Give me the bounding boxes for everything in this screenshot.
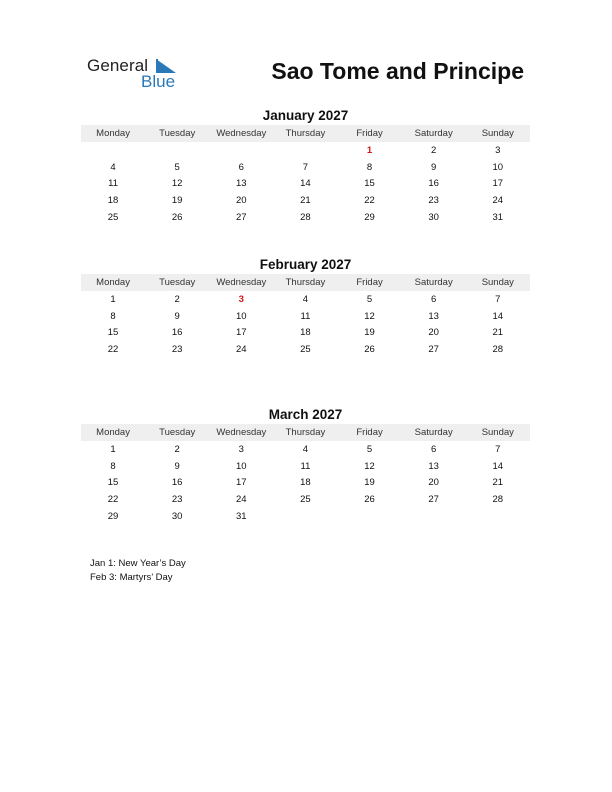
day-cell: 25 — [300, 494, 311, 506]
weekday-header: Friday — [356, 427, 383, 438]
day-cell: 13 — [428, 460, 439, 472]
brand-logo — [87, 56, 187, 92]
day-cell: 31 — [236, 511, 247, 523]
weekday-header: Wednesday — [216, 277, 267, 288]
weekday-header: Thursday — [285, 427, 326, 438]
day-cell: 14 — [492, 460, 504, 472]
week-row — [81, 209, 530, 226]
week-row — [81, 341, 530, 358]
day-cell: 19 — [364, 477, 375, 489]
day-cell: 12 — [171, 178, 183, 190]
day-cell: 2 — [174, 443, 180, 455]
weekday-header-row — [81, 274, 530, 291]
day-cell: 7 — [302, 161, 309, 173]
day-cell: 21 — [300, 195, 311, 207]
day-cell: 25 — [300, 344, 311, 356]
day-cell: 11 — [108, 178, 118, 190]
day-cell: 9 — [174, 460, 180, 472]
page-title: Sao Tome and Principe — [271, 58, 524, 84]
day-cell: 30 — [428, 212, 439, 224]
day-cell: 22 — [107, 344, 119, 356]
day-cell: 25 — [107, 212, 119, 224]
day-cell: 4 — [302, 293, 309, 305]
day-cell: 24 — [236, 344, 247, 356]
logo-flag-icon — [156, 59, 176, 73]
month-january — [81, 108, 530, 226]
weeks — [81, 291, 530, 358]
day-cell: 13 — [236, 178, 247, 190]
weekday-header-row — [81, 424, 530, 441]
day-cell: 18 — [107, 195, 119, 207]
weekday-header: Sunday — [481, 128, 514, 139]
day-cell: 26 — [171, 212, 183, 224]
day-cell: 28 — [492, 494, 504, 506]
day-cell: 6 — [238, 161, 244, 173]
day-cell: 10 — [492, 161, 504, 173]
weekday-header-row — [81, 125, 530, 142]
day-cell: 27 — [428, 494, 439, 506]
weekday-header: Tuesday — [159, 427, 196, 438]
week-row — [81, 159, 530, 176]
day-cell: 6 — [431, 443, 437, 455]
month-march — [81, 407, 530, 525]
day-cell: 20 — [236, 195, 247, 207]
day-cell: 8 — [110, 310, 116, 322]
logo-text-blue: Blue — [141, 72, 176, 91]
day-cell: 10 — [236, 460, 247, 472]
day-cell: 15 — [107, 327, 119, 339]
day-cell: 28 — [300, 212, 311, 224]
day-cell: 22 — [107, 494, 119, 506]
day-cell: 15 — [364, 178, 375, 190]
week-row — [81, 308, 530, 325]
month-title: January 2027 — [262, 108, 349, 123]
day-cell: 23 — [171, 494, 183, 506]
day-cell: 12 — [364, 460, 375, 472]
holiday-notes — [90, 557, 186, 585]
weekday-header: Monday — [96, 427, 130, 438]
weekday-header: Thursday — [285, 277, 326, 288]
day-cell: 4 — [110, 161, 116, 173]
day-cell: 24 — [492, 195, 504, 207]
day-cell: 18 — [300, 327, 311, 339]
day-cell: 23 — [171, 344, 183, 356]
week-row — [81, 458, 530, 475]
day-cell: 2 — [174, 293, 180, 305]
day-cell: 19 — [171, 195, 183, 207]
day-cell: 17 — [236, 477, 247, 489]
week-row — [81, 441, 530, 458]
day-cell: 29 — [107, 511, 119, 523]
day-cell: 16 — [171, 477, 183, 489]
day-cell: 5 — [366, 293, 373, 305]
weeks — [81, 441, 530, 525]
day-cell: 10 — [236, 310, 247, 322]
holiday-note: Jan 1: New Year’s Day — [90, 558, 186, 569]
weekday-header: Tuesday — [159, 277, 196, 288]
weekday-header: Monday — [96, 277, 130, 288]
day-cell: 19 — [364, 327, 375, 339]
day-cell: 1 — [110, 293, 116, 305]
day-cell: 8 — [366, 161, 373, 173]
week-row — [81, 192, 530, 209]
day-cell: 24 — [236, 494, 247, 506]
month-title: March 2027 — [268, 407, 343, 422]
day-cell: 9 — [174, 310, 180, 322]
week-row — [81, 491, 530, 508]
week-row — [81, 325, 530, 342]
day-cell: 7 — [495, 293, 501, 305]
day-cell: 18 — [300, 477, 311, 489]
weekday-header: Wednesday — [216, 128, 267, 139]
month-february — [81, 257, 530, 358]
weekday-header: Thursday — [285, 128, 326, 139]
day-cell: 22 — [364, 195, 375, 207]
day-cell: 31 — [492, 212, 504, 224]
day-cell: 30 — [171, 511, 183, 523]
weeks — [81, 142, 530, 226]
weekday-header: Friday — [356, 277, 383, 288]
day-cell: 20 — [428, 477, 439, 489]
holiday-day-cell: 3 — [238, 293, 244, 305]
day-cell: 20 — [428, 327, 439, 339]
day-cell: 6 — [431, 293, 437, 305]
day-cell: 5 — [174, 161, 180, 173]
day-cell: 17 — [236, 327, 247, 339]
day-cell: 26 — [364, 494, 375, 506]
day-cell: 3 — [495, 144, 501, 156]
weekday-header: Tuesday — [159, 128, 196, 139]
weekday-header: Sunday — [481, 427, 514, 438]
weekday-header: Saturday — [414, 128, 453, 139]
day-cell: 21 — [492, 477, 504, 489]
weekday-header: Monday — [96, 128, 130, 139]
day-cell: 3 — [238, 443, 244, 455]
week-row — [81, 176, 530, 193]
day-cell: 13 — [428, 310, 439, 322]
day-cell: 27 — [236, 212, 247, 224]
week-row — [81, 508, 530, 525]
day-cell: 11 — [300, 460, 311, 472]
weekday-header: Saturday — [414, 277, 453, 288]
day-cell: 29 — [364, 212, 375, 224]
day-cell: 23 — [428, 195, 439, 207]
day-cell: 15 — [107, 477, 119, 489]
day-cell: 21 — [492, 327, 504, 339]
month-title: February 2027 — [259, 257, 352, 272]
day-cell: 16 — [171, 327, 183, 339]
holiday-day-cell: 1 — [366, 144, 373, 156]
week-row — [81, 475, 530, 492]
day-cell: 28 — [492, 344, 504, 356]
day-cell: 4 — [302, 443, 309, 455]
weekday-header: Saturday — [414, 427, 453, 438]
day-cell: 5 — [366, 443, 373, 455]
weekday-header: Wednesday — [216, 427, 267, 438]
day-cell: 17 — [492, 178, 504, 190]
day-cell: 7 — [495, 443, 501, 455]
day-cell: 16 — [428, 178, 439, 190]
day-cell: 14 — [492, 310, 504, 322]
day-cell: 8 — [110, 460, 116, 472]
day-cell: 12 — [364, 310, 375, 322]
day-cell: 27 — [428, 344, 439, 356]
day-cell: 9 — [431, 161, 437, 173]
week-row — [81, 142, 530, 159]
day-cell: 1 — [110, 443, 116, 455]
logo-text-general: General — [87, 56, 149, 75]
weekday-header: Sunday — [481, 277, 514, 288]
weekday-header: Friday — [356, 128, 383, 139]
day-cell: 14 — [300, 178, 311, 190]
day-cell: 2 — [431, 144, 437, 156]
day-cell: 26 — [364, 344, 375, 356]
week-row — [81, 291, 530, 308]
day-cell: 11 — [300, 310, 311, 322]
holiday-note: Feb 3: Martyrs’ Day — [90, 572, 173, 583]
